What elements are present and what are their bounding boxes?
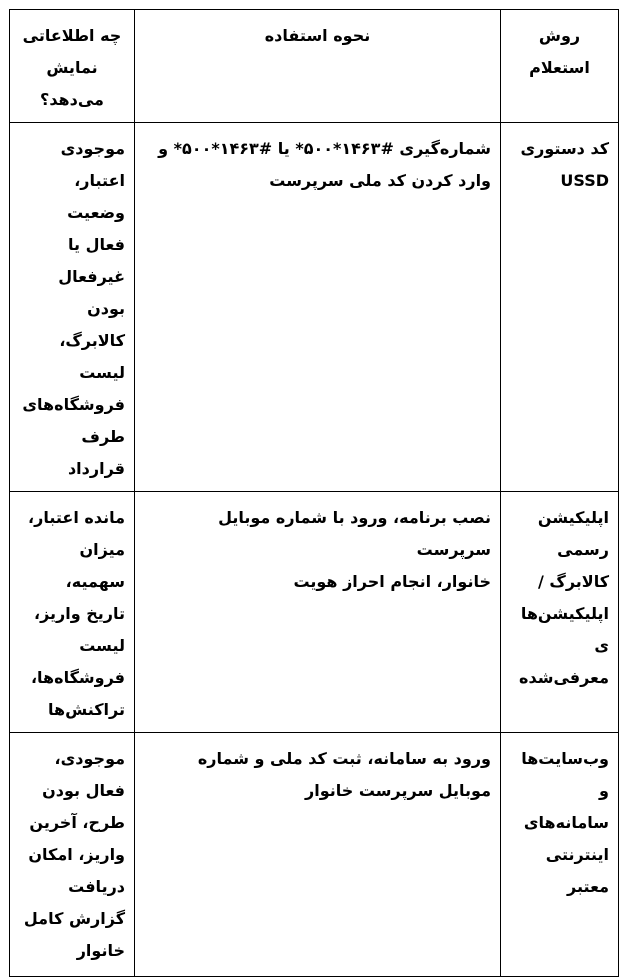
- table-row: [10, 733, 619, 977]
- cell-line: کالابرگ،: [59, 331, 125, 350]
- cell-line: طرح، آخرین: [29, 813, 125, 832]
- header-method: [501, 10, 619, 123]
- cell-usage: [135, 733, 501, 977]
- cell-line: اپلیکیشن‌های: [520, 604, 609, 655]
- header-method-line: روش: [538, 26, 581, 45]
- cell-line: و سامانه‌های: [523, 781, 609, 832]
- cell-line: رسمی: [557, 540, 609, 559]
- cell-line: طرف: [81, 427, 125, 446]
- cell-method: [501, 123, 619, 492]
- cell-line: میزان: [79, 540, 125, 559]
- cell-line: موجودی: [60, 139, 125, 158]
- header-usage: [135, 10, 501, 123]
- cell-info: [10, 492, 135, 733]
- header-info-line: می‌دهد؟: [40, 90, 104, 109]
- cell-line: معرفی‌شده: [519, 668, 609, 687]
- cell-line: فروشگاه‌ها،: [30, 668, 125, 687]
- cell-line: وب‌سایت‌ها: [521, 749, 609, 768]
- cell-line: اینترنتی: [545, 845, 609, 864]
- cell-line: سهمیه،: [65, 572, 125, 591]
- cell-line: خانوار، انجام احراز هویت: [293, 572, 491, 591]
- cell-line: کد دستوری: [520, 139, 609, 158]
- cell-usage: [135, 492, 501, 733]
- cell-line: معتبر: [567, 877, 609, 896]
- cell-line: ورود به سامانه، ثبت کد ملی و شماره: [197, 749, 491, 768]
- cell-line: گزارش کامل: [23, 909, 125, 928]
- cell-line: موبایل سرپرست خانوار: [305, 781, 491, 800]
- cell-usage: [135, 123, 501, 492]
- cell-line: لیست: [79, 636, 125, 655]
- cell-line: USSD: [560, 171, 609, 190]
- table-header-row: [10, 10, 619, 123]
- cell-line: غیرفعال: [58, 267, 125, 286]
- cell-line: مانده اعتبار،: [28, 508, 125, 527]
- cell-line: تاریخ واریز،: [33, 604, 125, 623]
- header-usage-line: نحوه استفاده: [264, 26, 371, 45]
- table-row: [10, 123, 619, 492]
- cell-line: اعتبار،: [74, 171, 125, 190]
- cell-method: [501, 733, 619, 977]
- header-info-line: نمایش: [46, 58, 98, 77]
- header-method-line: استعلام: [529, 58, 590, 77]
- cell-line: وارد کردن کد ملی سرپرست: [269, 171, 491, 190]
- cell-line: قرارداد: [67, 459, 125, 478]
- header-info: [10, 10, 135, 123]
- cell-line: فروشگاه‌های: [22, 395, 125, 414]
- cell-line: تراکنش‌ها: [48, 700, 125, 719]
- cell-line: اپلیکیشن: [537, 508, 609, 527]
- cell-line: فعال یا: [68, 235, 125, 254]
- cell-line: نصب برنامه، ورود با شماره موبایل سرپرست: [218, 508, 491, 559]
- inquiry-methods-table: [9, 9, 619, 977]
- table-row: [10, 492, 619, 733]
- header-info-line: چه اطلاعاتی: [22, 26, 122, 45]
- cell-line: فعال بودن: [42, 781, 125, 800]
- cell-method: [501, 492, 619, 733]
- cell-line: موجودی،: [54, 749, 125, 768]
- cell-line: شماره‌گیری #۱۴۶۳*۵۰۰* یا #۱۴۶۳*۵۰۰* و: [158, 139, 491, 158]
- cell-line: دریافت: [68, 877, 125, 896]
- cell-line: لیست: [79, 363, 125, 382]
- cell-line: واریز، امکان: [28, 845, 125, 864]
- cell-line: خانوار: [76, 941, 125, 960]
- cell-info: [10, 123, 135, 492]
- cell-info: [10, 733, 135, 977]
- cell-line: وضعیت: [67, 203, 125, 222]
- cell-line: بودن: [87, 299, 125, 318]
- cell-line: کالابرگ /: [538, 572, 609, 591]
